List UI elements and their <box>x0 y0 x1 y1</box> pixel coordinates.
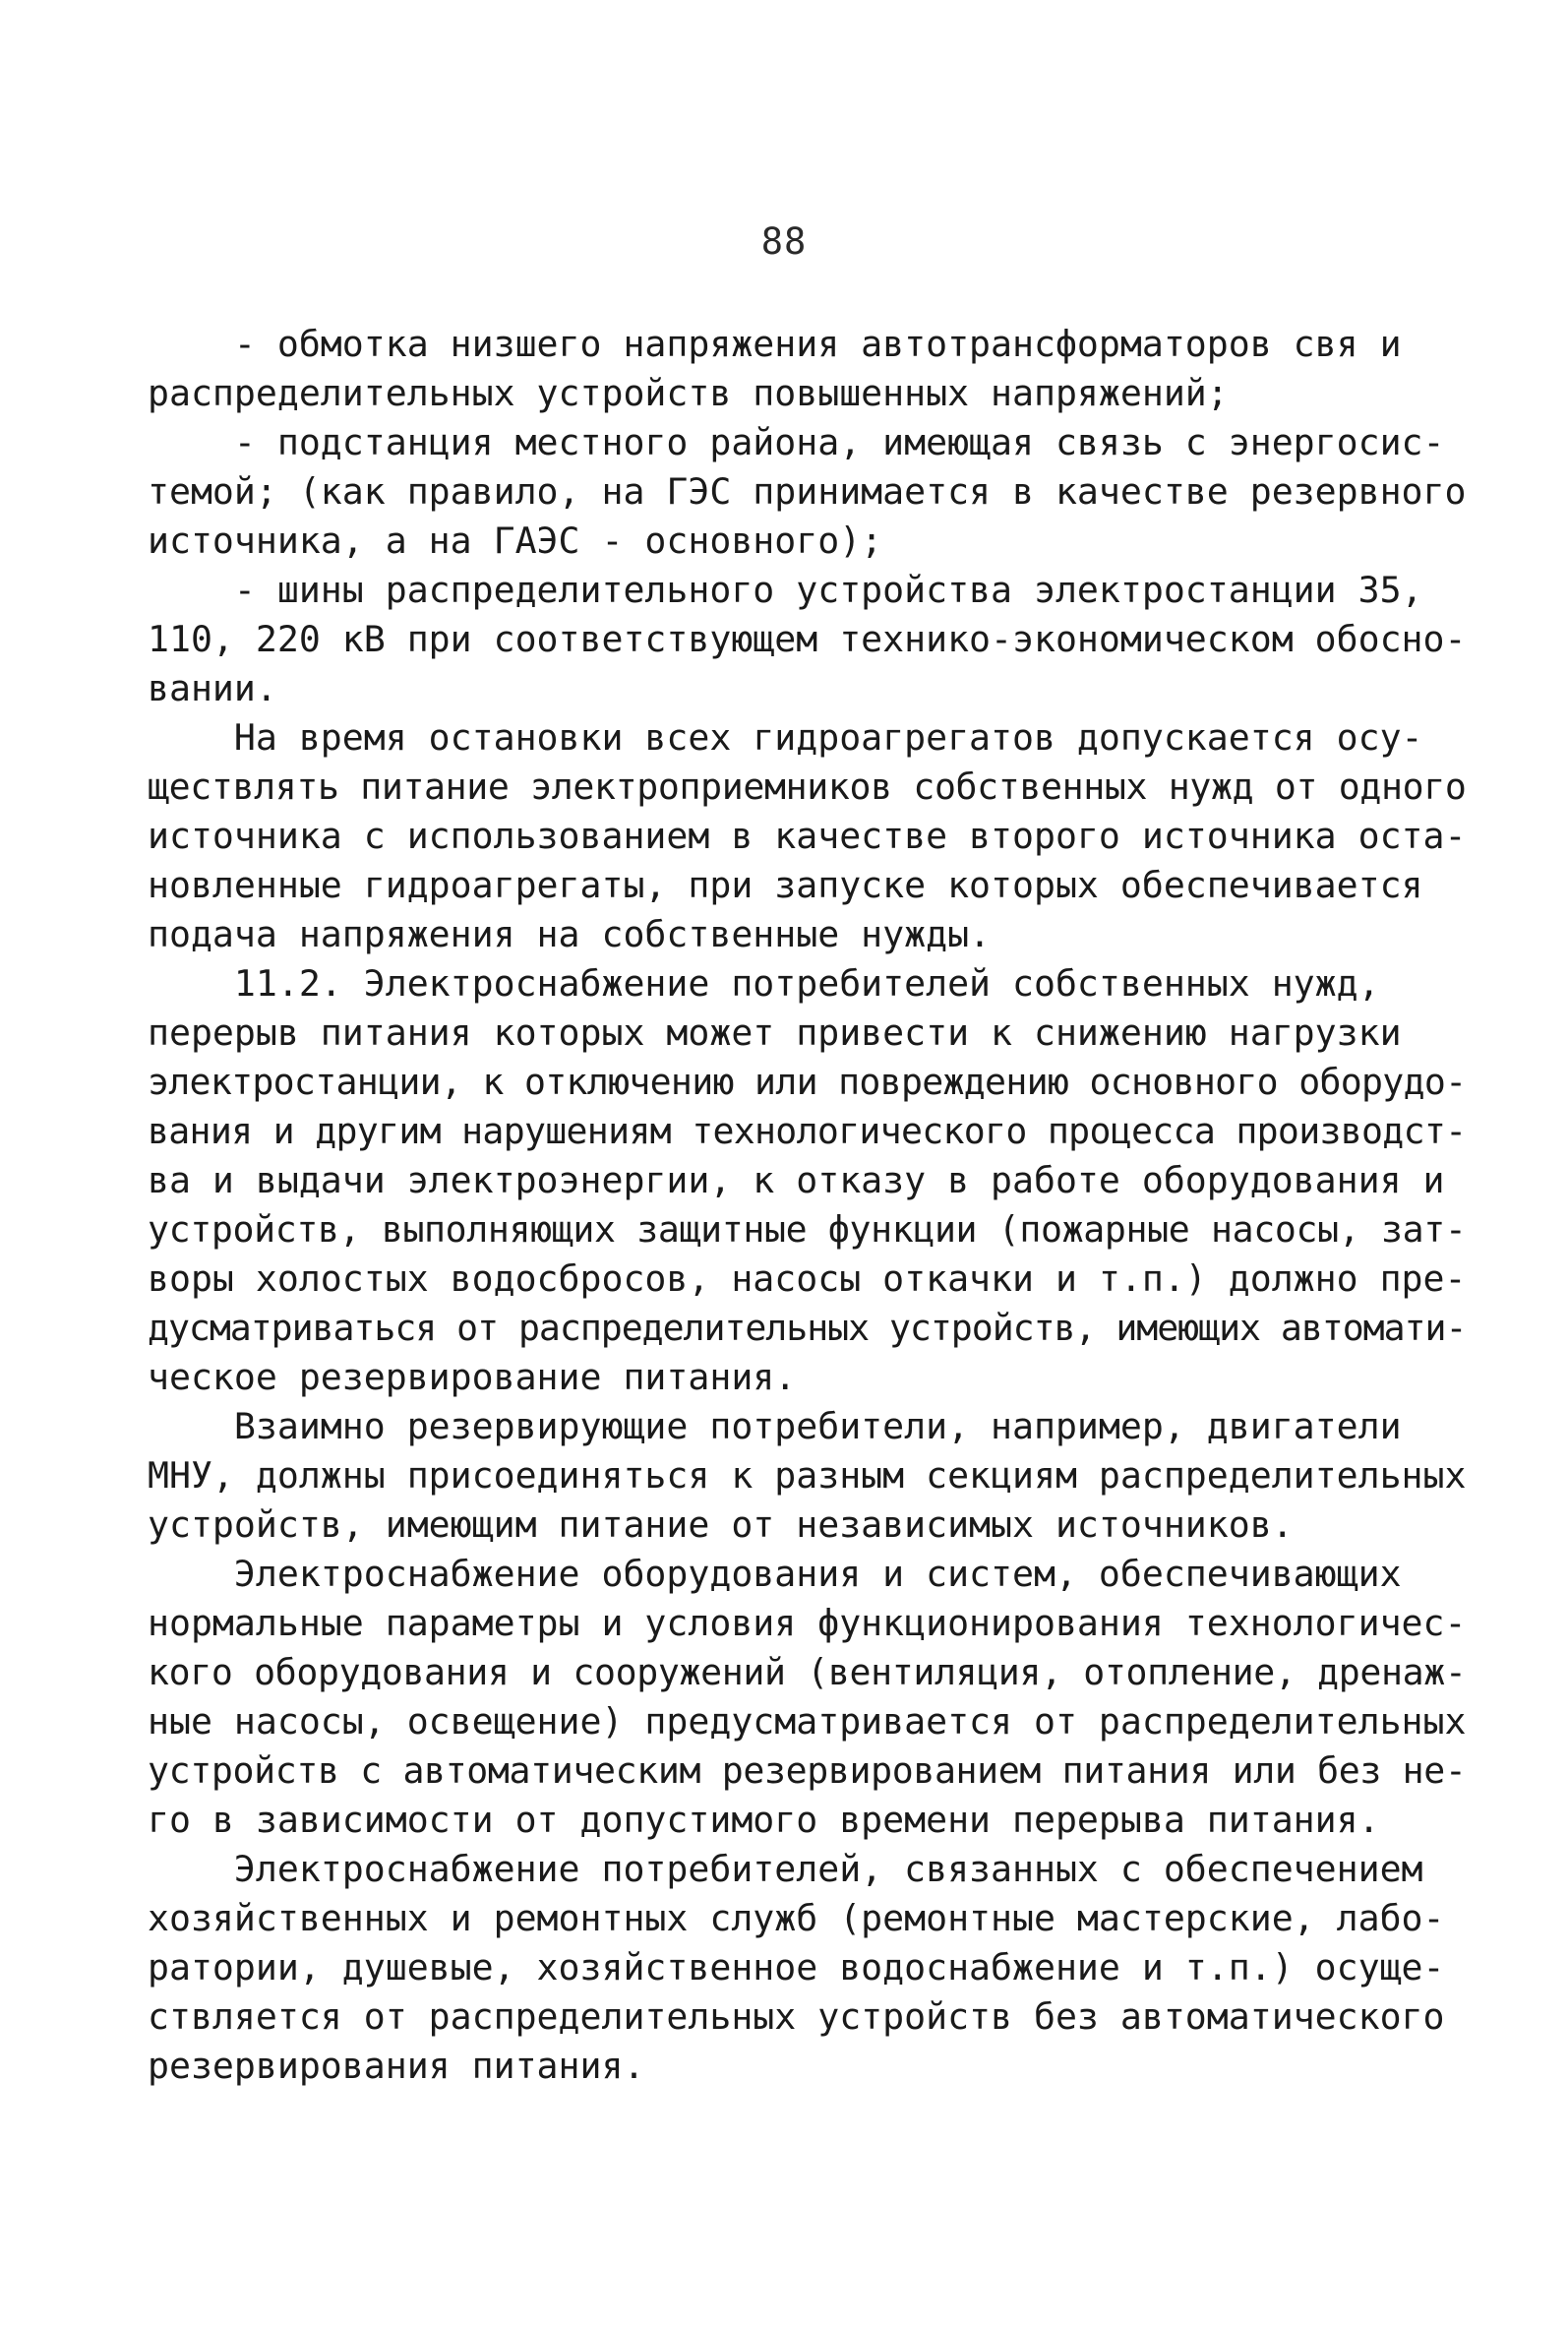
text-line: ратории, душевые, хозяйственное водоснабжение и т.п.) осуще- <box>148 1946 1445 1988</box>
text-line: вании. <box>148 667 277 709</box>
text-line: го в зависимости от допустимого времени перерыва питания. <box>148 1799 1380 1841</box>
text-line: Электроснабжение оборудования и систем, обеспечивающих <box>148 1553 1402 1595</box>
text-line: электростанции, к отключению или повреждению основного оборудо- <box>148 1061 1467 1103</box>
text-line: Взаимно резервирующие потребители, например, двигатели <box>148 1405 1402 1447</box>
body-text <box>148 320 1466 2091</box>
text-line: кого оборудования и сооружений (вентиляция, отопление, дренаж- <box>148 1651 1467 1693</box>
text-line: хозяйственных и ремонтных служб (ремонтные мастерские, лабо- <box>148 1897 1445 1939</box>
text-line: устройств с автоматическим резервированием питания или без не- <box>148 1749 1467 1792</box>
text-line: На время остановки всех гидроагрегатов допускается осу- <box>148 716 1423 759</box>
text-line: подача напряжения на собственные нужды. <box>148 913 992 955</box>
text-line: ва и выдачи электроэнергии, к отказу в работе оборудования и <box>148 1159 1445 1201</box>
text-line: перерыв питания которых может привести к снижению нагрузки <box>148 1011 1402 1054</box>
text-line: ствляется от распределительных устройств без автоматического <box>148 1995 1445 2038</box>
text-line: Электроснабжение потребителей, связанных с обеспечением <box>148 1848 1423 1890</box>
text-line: 11.2. Электроснабжение потребителей собственных нужд, <box>148 962 1380 1005</box>
text-line: источника, а на ГАЭС - основного); <box>148 520 883 562</box>
text-line: ные насосы, освещение) предусматривается от распределительных <box>148 1700 1467 1743</box>
text-line: МНУ, должны присоединяться к разным секциям распределительных <box>148 1454 1467 1497</box>
text-line: вания и другим нарушениям технологического процесса производст- <box>148 1110 1467 1152</box>
text-line: воры холостых водосбросов, насосы откачки и т.п.) должно пре- <box>148 1257 1467 1300</box>
text-line: - подстанция местного района, имеющая связь с энергосис- <box>148 421 1445 463</box>
text-line: нормальные параметры и условия функционирования технологичес- <box>148 1602 1467 1644</box>
text-line: источника с использованием в качестве второго источника оста- <box>148 815 1467 857</box>
text-line: распределительных устройств повышенных напряжений; <box>148 372 1229 414</box>
text-line: - обмотка низшего напряжения автотрансформаторов свя и <box>148 323 1402 365</box>
text-line: темой; (как правило, на ГЭС принимается в качестве резервного <box>148 470 1467 513</box>
text-line: ческое резервирование питания. <box>148 1356 797 1398</box>
text-line: - шины распределительного устройства электростанции 35, <box>148 569 1423 611</box>
text-line: устройств, имеющим питание от независимых источников. <box>148 1503 1294 1546</box>
text-line: резервирования питания. <box>148 2045 645 2087</box>
page-number: 88 <box>760 220 808 263</box>
text-line: дусматриваться от распределительных устройств, имеющих автомати- <box>148 1307 1467 1349</box>
text-line: 110, 220 кВ при соответствующем технико-экономическом обосно- <box>148 618 1467 660</box>
text-line: устройств, выполняющих защитные функции (пожарные насосы, зат- <box>148 1208 1467 1251</box>
text-line: ществлять питание электроприемников собственных нужд от одного <box>148 765 1467 808</box>
text-line: новленные гидроагрегаты, при запуске которых обеспечивается <box>148 864 1423 906</box>
